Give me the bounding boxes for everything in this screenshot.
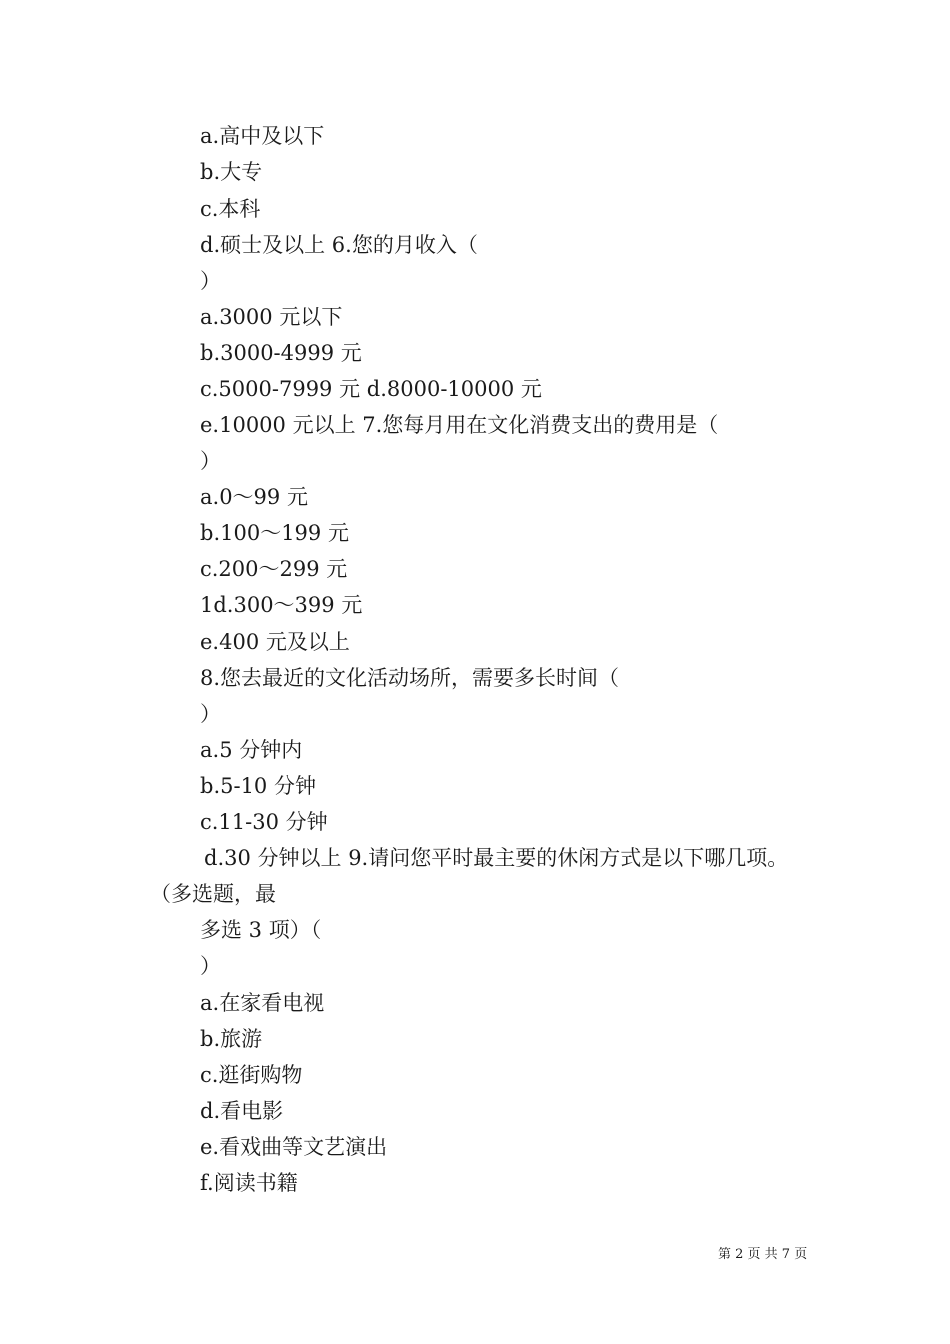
- text-line: d.硕士及以上 6.您的月收入（: [200, 233, 478, 257]
- text-line: c.5000-7999 元 d.8000-10000 元: [200, 377, 542, 401]
- text-line: b.100～199 元: [200, 521, 349, 545]
- text-line: b.3000-4999 元: [200, 341, 362, 365]
- page-number-footer: 第 2 页 共 7 页: [718, 1247, 808, 1262]
- text-line: e.10000 元以上 7.您每月用在文化消费支出的费用是（: [200, 413, 719, 437]
- text-line: b.大专: [200, 160, 263, 184]
- text-line: a.在家看电视: [200, 991, 325, 1015]
- text-line: c.逛街购物: [200, 1063, 303, 1087]
- text-line: ）: [200, 954, 221, 978]
- text-line: a.高中及以下: [200, 124, 325, 148]
- text-line: f.阅读书籍: [200, 1171, 298, 1195]
- text-line: d.看电影: [200, 1099, 284, 1123]
- text-line: e.看戏曲等文艺演出: [200, 1135, 388, 1159]
- text-line: c.200～299 元: [200, 557, 348, 581]
- text-line: b.5-10 分钟: [200, 774, 316, 798]
- text-line: ）: [200, 269, 221, 293]
- text-line: 多选 3 项）（: [200, 918, 322, 942]
- text-line: ）: [200, 702, 221, 726]
- text-line: 1d.300～399 元: [200, 593, 363, 617]
- text-line: a.3000 元以下: [200, 305, 343, 329]
- text-line: b.旅游: [200, 1027, 263, 1051]
- text-line: （多选题，最: [150, 882, 276, 906]
- text-line: c.11-30 分钟: [200, 810, 328, 834]
- text-line: c.本科: [200, 197, 261, 221]
- text-line: a.0～99 元: [200, 485, 308, 509]
- text-line: ）: [200, 449, 221, 473]
- text-line: e.400 元及以上: [200, 630, 350, 654]
- text-line: 8.您去最近的文化活动场所，需要多长时间（: [200, 666, 620, 690]
- text-line: a.5 分钟内: [200, 738, 303, 762]
- text-line: d.30 分钟以上 9.请问您平时最主要的休闲方式是以下哪几项。: [204, 846, 789, 870]
